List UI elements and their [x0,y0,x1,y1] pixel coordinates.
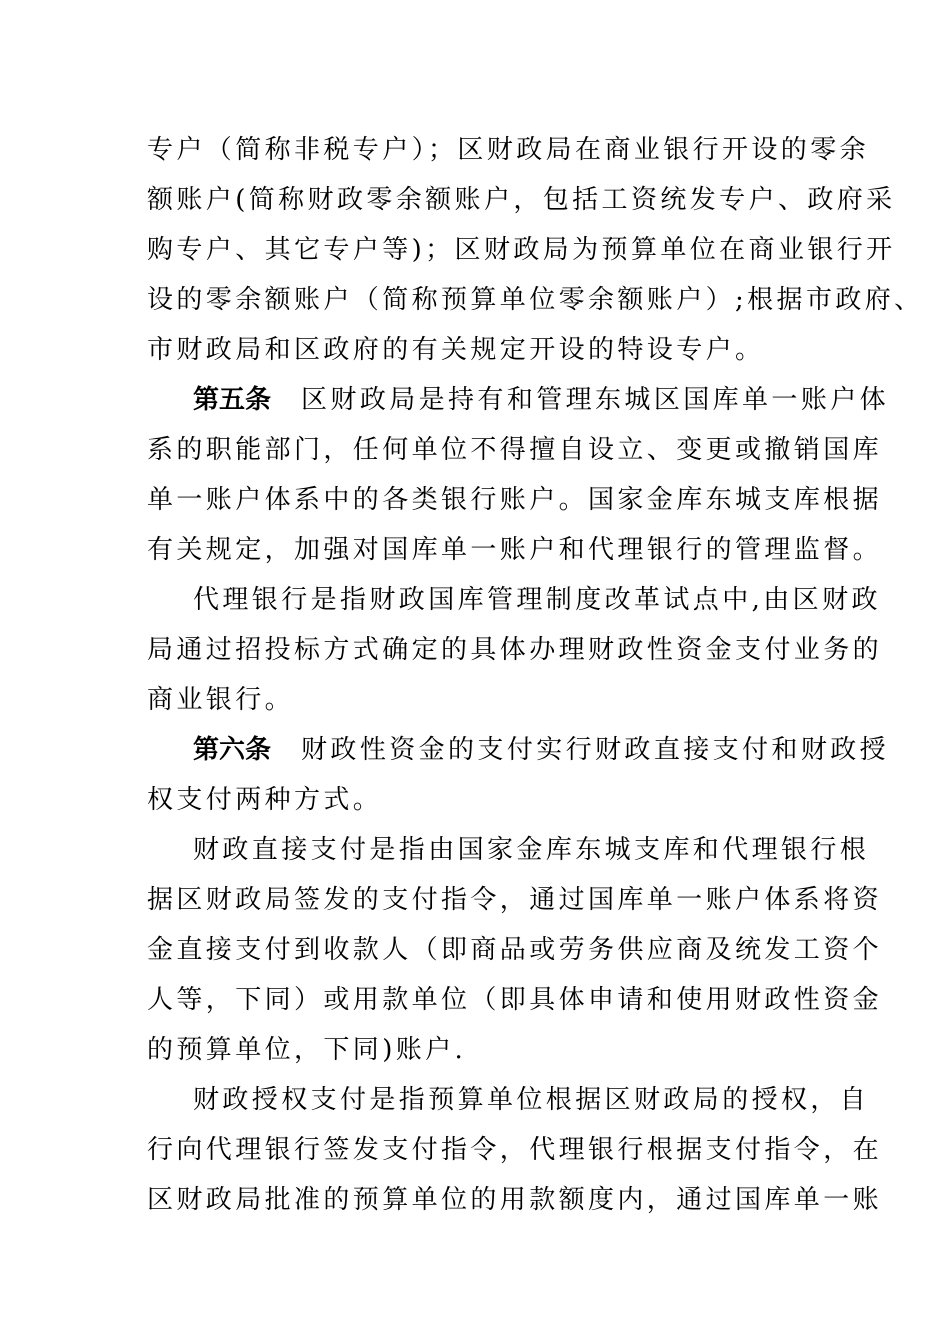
text-line: 市财政局和区政府的有关规定开设的特设专户。 [147,335,765,365]
article-6-heading: 第六条 [193,735,272,765]
text-line: 单一账户体系中的各类银行账户。国家金库东城支库根据 [147,485,883,515]
text-span: 区财政局是持有和管理东城区国库单一账户体 [301,385,890,415]
text-line: 有关规定，加强对国库单一账户和代理银行的管理监督。 [147,535,883,565]
text-line: 专户（简称非税专户）；区财政局在商业银行开设的零余 [147,135,870,165]
text-line: 财政授权支付是指预算单位根据区财政局的授权，自 [193,1085,870,1115]
text-line: 局通过招投标方式确定的具体办理财政性资金支付业务的 [147,635,883,665]
text-line: 代理银行是指财政国库管理制度改革试点中,由区财政 [193,585,881,615]
article-5-heading: 第五条 [193,385,272,415]
article-6-line [193,735,890,765]
text-line: 金直接支付到收款人（即商品或劳务供应商及统发工资个 [147,935,883,965]
article-5-line [193,385,890,415]
text-line: 财政直接支付是指由国家金库东城支库和代理银行根 [193,835,870,865]
text-line: 商业银行。 [147,685,295,715]
text-line: 区财政局批准的预算单位的用款额度内，通过国库单一账 [147,1185,883,1215]
text-line: 人等，下同）或用款单位（即具体申请和使用财政性资金 [147,985,883,1015]
text-line: 设的零余额账户（简称预算单位零余额账户）;根据市政府、 [147,285,924,315]
text-span: 财政性资金的支付实行财政直接支付和财政授 [301,735,890,765]
text-line: 购专户、其它专户等)；区财政局为预算单位在商业银行开 [147,235,896,265]
text-line: 额账户(简称财政零余额账户，包括工资统发专户、政府采 [147,185,896,215]
text-line: 权支付两种方式。 [147,785,383,815]
text-line: 系的职能部门，任何单位不得擅自设立、变更或撤销国库 [147,435,883,465]
text-line: 行向代理银行签发支付指令，代理银行根据支付指令，在 [147,1135,883,1165]
text-line: 据区财政局签发的支付指令，通过国库单一账户体系将资 [147,885,883,915]
text-line: 的预算单位，下同)账户. [147,1035,467,1065]
